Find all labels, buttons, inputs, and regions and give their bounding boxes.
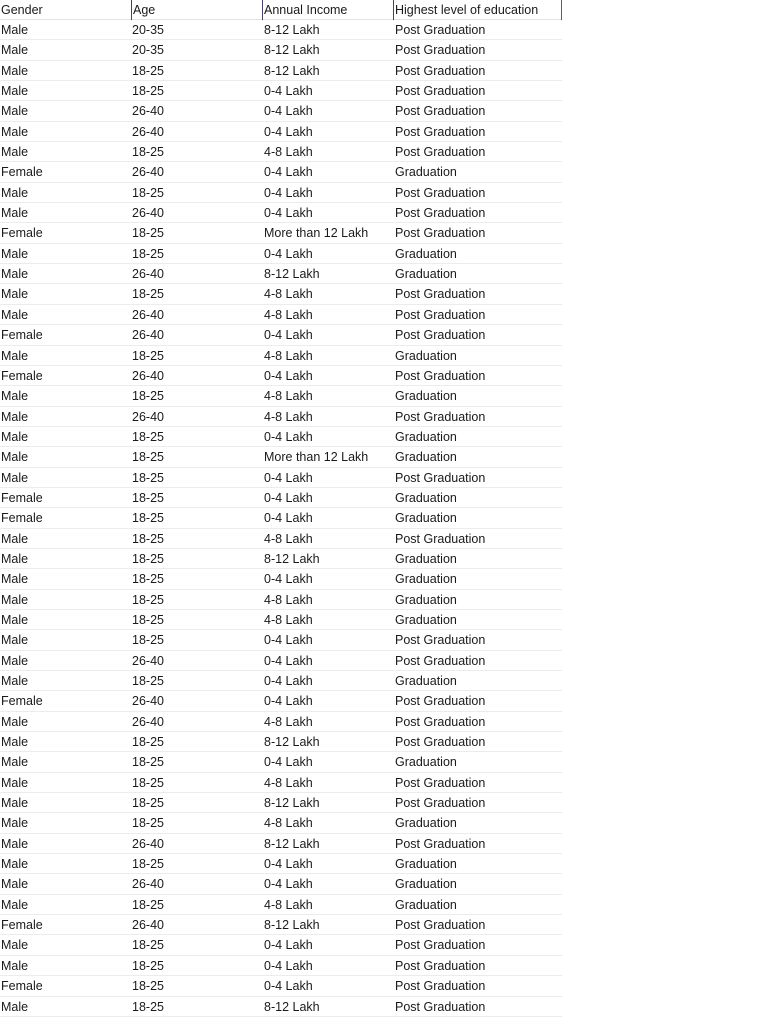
table-row <box>0 366 562 386</box>
cell-age[interactable]: 26-40 <box>132 165 164 180</box>
cell-gender[interactable]: Male <box>1 84 29 99</box>
cell-annual-income[interactable]: 0-4 Lakh <box>264 206 313 221</box>
cell-annual-income[interactable]: 8-12 Lakh <box>264 796 320 811</box>
cell-education[interactable]: Post Graduation <box>395 409 486 424</box>
cell-age[interactable]: 18-25 <box>132 450 164 465</box>
column-resize-handle[interactable] <box>561 0 562 20</box>
table-row <box>0 834 562 854</box>
cell-education[interactable]: Post Graduation <box>395 694 486 709</box>
cell-age[interactable]: 18-25 <box>132 735 164 750</box>
cell-gender[interactable]: Female <box>1 511 43 526</box>
cell-annual-income[interactable]: 0-4 Lakh <box>264 84 313 99</box>
table-row <box>0 305 562 325</box>
cell-annual-income[interactable]: 4-8 Lakh <box>264 531 313 546</box>
cell-age[interactable]: 18-25 <box>132 816 164 831</box>
cell-annual-income[interactable]: 4-8 Lakh <box>264 145 313 160</box>
cell-education[interactable]: Graduation <box>395 816 457 831</box>
cell-education[interactable]: Post Graduation <box>395 958 486 973</box>
table-row <box>0 203 562 223</box>
cell-gender[interactable]: Male <box>1 450 29 465</box>
cell-education[interactable]: Post Graduation <box>395 43 486 58</box>
cell-education[interactable]: Post Graduation <box>395 735 486 750</box>
column-header-annual-income[interactable]: Annual Income <box>262 0 392 20</box>
cell-annual-income[interactable]: 0-4 Lakh <box>264 938 313 953</box>
cell-education[interactable]: Graduation <box>395 551 457 566</box>
cell-gender[interactable]: Male <box>1 633 29 648</box>
cell-age[interactable]: 20-35 <box>132 23 164 37</box>
cell-annual-income[interactable]: 8-12 Lakh <box>264 918 320 933</box>
column-header-gender[interactable]: Gender <box>1 3 43 17</box>
cell-annual-income[interactable]: 0-4 Lakh <box>264 429 313 444</box>
cell-age[interactable]: 18-25 <box>132 287 164 302</box>
table-row <box>0 81 562 101</box>
cell-education[interactable]: Post Graduation <box>395 836 486 851</box>
cell-gender[interactable]: Male <box>1 958 29 973</box>
cell-annual-income[interactable]: 8-12 Lakh <box>264 267 320 282</box>
cell-gender[interactable]: Male <box>1 816 29 831</box>
cell-education[interactable]: Graduation <box>395 429 457 444</box>
cell-annual-income[interactable]: 0-4 Lakh <box>264 165 313 180</box>
table-row <box>0 244 562 264</box>
cell-annual-income[interactable]: 0-4 Lakh <box>264 857 313 872</box>
cell-education[interactable]: Post Graduation <box>395 368 486 383</box>
cell-age[interactable]: 18-25 <box>132 185 164 200</box>
cell-age[interactable]: 26-40 <box>132 653 164 668</box>
cell-annual-income[interactable]: 4-8 Lakh <box>264 389 313 404</box>
cell-education[interactable]: Graduation <box>395 165 457 180</box>
cell-education[interactable]: Graduation <box>395 511 457 526</box>
cell-annual-income[interactable]: 0-4 Lakh <box>264 490 313 505</box>
cell-annual-income[interactable]: 4-8 Lakh <box>264 897 313 912</box>
cell-education[interactable]: Post Graduation <box>395 145 486 160</box>
table-row <box>0 671 562 691</box>
cell-education[interactable]: Post Graduation <box>395 328 486 343</box>
cell-education[interactable]: Post Graduation <box>395 84 486 99</box>
cell-annual-income[interactable]: 4-8 Lakh <box>264 409 313 424</box>
cell-education[interactable]: Post Graduation <box>395 226 486 241</box>
table-row <box>0 508 562 528</box>
table-row <box>0 712 562 732</box>
cell-age[interactable]: 18-25 <box>132 246 164 261</box>
cell-gender[interactable]: Male <box>1 857 29 872</box>
cell-education[interactable]: Post Graduation <box>395 796 486 811</box>
table-row <box>0 162 562 182</box>
table-row <box>0 915 562 935</box>
cell-annual-income[interactable]: 0-4 Lakh <box>264 694 313 709</box>
cell-annual-income[interactable]: 0-4 Lakh <box>264 368 313 383</box>
cell-education[interactable]: Graduation <box>395 592 457 607</box>
cell-age[interactable]: 18-25 <box>132 612 164 627</box>
cell-education[interactable]: Post Graduation <box>395 999 486 1014</box>
table-row <box>0 752 562 772</box>
table-row <box>0 895 562 915</box>
table-row <box>0 997 562 1017</box>
cell-education[interactable]: Post Graduation <box>395 287 486 302</box>
cell-annual-income[interactable]: 8-12 Lakh <box>264 836 320 851</box>
table-row <box>0 549 562 569</box>
cell-age[interactable]: 18-25 <box>132 979 164 994</box>
cell-education[interactable]: Graduation <box>395 612 457 627</box>
cell-gender[interactable]: Female <box>1 328 43 343</box>
cell-education[interactable]: Graduation <box>395 897 457 912</box>
cell-gender[interactable]: Male <box>1 735 29 750</box>
cell-annual-income[interactable]: 4-8 Lakh <box>264 612 313 627</box>
table-row <box>0 61 562 81</box>
cell-gender[interactable]: Male <box>1 653 29 668</box>
column-header-age[interactable]: Age <box>131 0 261 20</box>
cell-gender[interactable]: Male <box>1 775 29 790</box>
table-body <box>0 20 562 1017</box>
cell-annual-income[interactable]: 0-4 Lakh <box>264 246 313 261</box>
cell-age[interactable]: 26-40 <box>132 409 164 424</box>
cell-annual-income[interactable]: 0-4 Lakh <box>264 328 313 343</box>
cell-age[interactable]: 26-40 <box>132 368 164 383</box>
table-row <box>0 427 562 447</box>
cell-age[interactable]: 18-25 <box>132 633 164 648</box>
cell-annual-income[interactable]: 4-8 Lakh <box>264 714 313 729</box>
cell-gender[interactable]: Male <box>1 145 29 160</box>
cell-gender[interactable]: Male <box>1 551 29 566</box>
cell-education[interactable]: Graduation <box>395 389 457 404</box>
cell-age[interactable]: 26-40 <box>132 877 164 892</box>
cell-gender[interactable]: Female <box>1 226 43 241</box>
cell-gender[interactable]: Male <box>1 389 29 404</box>
cell-age[interactable]: 18-25 <box>132 490 164 505</box>
cell-age[interactable]: 18-25 <box>132 63 164 78</box>
cell-annual-income[interactable]: 0-4 Lakh <box>264 877 313 892</box>
cell-annual-income[interactable]: 8-12 Lakh <box>264 43 320 58</box>
cell-annual-income[interactable]: 0-4 Lakh <box>264 470 313 485</box>
cell-age[interactable]: 18-25 <box>132 592 164 607</box>
cell-education[interactable]: Post Graduation <box>395 206 486 221</box>
cell-age[interactable]: 18-25 <box>132 572 164 587</box>
cell-education[interactable]: Graduation <box>395 857 457 872</box>
table-row <box>0 976 562 996</box>
cell-age[interactable]: 18-25 <box>132 470 164 485</box>
cell-age[interactable]: 18-25 <box>132 897 164 912</box>
cell-age[interactable]: 18-25 <box>132 145 164 160</box>
cell-gender[interactable]: Male <box>1 267 29 282</box>
table-row <box>0 569 562 589</box>
cell-gender[interactable]: Male <box>1 246 29 261</box>
table-row <box>0 935 562 955</box>
table-row <box>0 40 562 60</box>
cell-education[interactable]: Graduation <box>395 267 457 282</box>
cell-gender[interactable]: Male <box>1 23 29 37</box>
cell-gender[interactable]: Male <box>1 206 29 221</box>
cell-education[interactable]: Post Graduation <box>395 307 486 322</box>
cell-age[interactable]: 18-25 <box>132 348 164 363</box>
cell-education[interactable]: Post Graduation <box>395 124 486 139</box>
table-row <box>0 325 562 345</box>
cell-gender[interactable]: Male <box>1 572 29 587</box>
cell-education[interactable]: Graduation <box>395 755 457 770</box>
cell-age[interactable]: 18-25 <box>132 958 164 973</box>
cell-education[interactable]: Post Graduation <box>395 63 486 78</box>
cell-gender[interactable]: Male <box>1 409 29 424</box>
cell-education[interactable]: Post Graduation <box>395 633 486 648</box>
cell-annual-income[interactable]: 8-12 Lakh <box>264 63 320 78</box>
cell-age[interactable]: 18-25 <box>132 226 164 241</box>
cell-annual-income[interactable]: 0-4 Lakh <box>264 633 313 648</box>
cell-education[interactable]: Post Graduation <box>395 653 486 668</box>
cell-education[interactable]: Graduation <box>395 348 457 363</box>
table-row <box>0 346 562 366</box>
cell-education[interactable]: Post Graduation <box>395 23 486 37</box>
cell-education[interactable]: Post Graduation <box>395 714 486 729</box>
cell-gender[interactable]: Female <box>1 165 43 180</box>
cell-annual-income[interactable]: 0-4 Lakh <box>264 124 313 139</box>
cell-education[interactable]: Graduation <box>395 490 457 505</box>
cell-annual-income[interactable]: 0-4 Lakh <box>264 104 313 119</box>
cell-education[interactable]: Post Graduation <box>395 104 486 119</box>
cell-age[interactable]: 18-25 <box>132 511 164 526</box>
cell-gender[interactable]: Male <box>1 287 29 302</box>
table-row <box>0 793 562 813</box>
cell-age[interactable]: 26-40 <box>132 918 164 933</box>
table-row <box>0 183 562 203</box>
cell-age[interactable]: 18-25 <box>132 551 164 566</box>
table-row <box>0 773 562 793</box>
cell-annual-income[interactable]: 4-8 Lakh <box>264 307 313 322</box>
cell-annual-income[interactable]: 4-8 Lakh <box>264 816 313 831</box>
cell-gender[interactable]: Male <box>1 307 29 322</box>
table-row <box>0 874 562 894</box>
cell-age[interactable]: 26-40 <box>132 206 164 221</box>
cell-annual-income[interactable]: 0-4 Lakh <box>264 511 313 526</box>
table-row <box>0 223 562 243</box>
table-row <box>0 529 562 549</box>
table-row <box>0 142 562 162</box>
cell-annual-income[interactable]: 4-8 Lakh <box>264 348 313 363</box>
cell-annual-income[interactable]: 8-12 Lakh <box>264 551 320 566</box>
cell-gender[interactable]: Female <box>1 694 43 709</box>
cell-age[interactable]: 18-25 <box>132 857 164 872</box>
cell-age[interactable]: 18-25 <box>132 389 164 404</box>
cell-annual-income[interactable]: 4-8 Lakh <box>264 592 313 607</box>
cell-education[interactable]: Graduation <box>395 572 457 587</box>
cell-annual-income[interactable]: More than 12 Lakh <box>264 226 369 241</box>
table-row <box>0 264 562 284</box>
table-row <box>0 732 562 752</box>
cell-education[interactable]: Post Graduation <box>395 185 486 200</box>
cell-annual-income[interactable]: 8-12 Lakh <box>264 735 320 750</box>
cell-gender[interactable]: Female <box>1 979 43 994</box>
cell-age[interactable]: 20-35 <box>132 43 164 58</box>
cell-gender[interactable]: Female <box>1 490 43 505</box>
cell-gender[interactable]: Male <box>1 836 29 851</box>
cell-age[interactable]: 26-40 <box>132 328 164 343</box>
cell-gender[interactable]: Male <box>1 470 29 485</box>
cell-education[interactable]: Post Graduation <box>395 470 486 485</box>
cell-gender[interactable]: Female <box>1 918 43 933</box>
cell-age[interactable]: 26-40 <box>132 836 164 851</box>
cell-gender[interactable]: Male <box>1 714 29 729</box>
cell-gender[interactable]: Female <box>1 368 43 383</box>
table-row <box>0 386 562 406</box>
cell-annual-income[interactable]: 0-4 Lakh <box>264 958 313 973</box>
cell-annual-income[interactable]: 0-4 Lakh <box>264 653 313 668</box>
cell-gender[interactable]: Male <box>1 877 29 892</box>
table-row <box>0 630 562 650</box>
cell-age[interactable]: 18-25 <box>132 674 164 688</box>
cell-gender[interactable]: Male <box>1 674 29 688</box>
table-row <box>0 122 562 142</box>
cell-age[interactable]: 26-40 <box>132 694 164 709</box>
cell-education[interactable]: Graduation <box>395 877 457 892</box>
cell-education[interactable]: Post Graduation <box>395 918 486 933</box>
cell-age[interactable]: 18-25 <box>132 999 164 1014</box>
cell-gender[interactable]: Male <box>1 348 29 363</box>
cell-gender[interactable]: Male <box>1 124 29 139</box>
cell-education[interactable]: Graduation <box>395 246 457 261</box>
table-row <box>0 956 562 976</box>
table-row <box>0 407 562 427</box>
cell-annual-income[interactable]: 0-4 Lakh <box>264 185 313 200</box>
table-row <box>0 590 562 610</box>
table-row <box>0 610 562 630</box>
cell-gender[interactable]: Male <box>1 43 29 58</box>
cell-gender[interactable]: Male <box>1 755 29 770</box>
cell-annual-income[interactable]: 8-12 Lakh <box>264 999 320 1014</box>
table-row <box>0 447 562 467</box>
cell-annual-income[interactable]: 0-4 Lakh <box>264 755 313 770</box>
table-row <box>0 20 562 40</box>
cell-annual-income[interactable]: 0-4 Lakh <box>264 979 313 994</box>
cell-gender[interactable]: Male <box>1 938 29 953</box>
cell-gender[interactable]: Male <box>1 104 29 119</box>
cell-age[interactable]: 18-25 <box>132 429 164 444</box>
cell-education[interactable]: Post Graduation <box>395 775 486 790</box>
cell-gender[interactable]: Male <box>1 429 29 444</box>
cell-age[interactable]: 18-25 <box>132 796 164 811</box>
table-row <box>0 651 562 671</box>
cell-education[interactable]: Graduation <box>395 450 457 465</box>
cell-age[interactable]: 26-40 <box>132 104 164 119</box>
cell-gender[interactable]: Male <box>1 63 29 78</box>
cell-education[interactable]: Graduation <box>395 674 457 688</box>
column-header-education[interactable]: Highest level of education <box>393 0 561 20</box>
cell-age[interactable]: 18-25 <box>132 84 164 99</box>
cell-education[interactable]: Post Graduation <box>395 979 486 994</box>
cell-age[interactable]: 18-25 <box>132 755 164 770</box>
cell-annual-income[interactable]: 4-8 Lakh <box>264 287 313 302</box>
cell-gender[interactable]: Male <box>1 897 29 912</box>
cell-education[interactable]: Post Graduation <box>395 938 486 953</box>
cell-age[interactable]: 18-25 <box>132 775 164 790</box>
cell-annual-income[interactable]: 0-4 Lakh <box>264 674 313 688</box>
cell-gender[interactable]: Male <box>1 612 29 627</box>
cell-age[interactable]: 26-40 <box>132 124 164 139</box>
table-header-row <box>0 0 562 20</box>
cell-gender[interactable]: Male <box>1 999 29 1014</box>
table-row <box>0 101 562 121</box>
cell-annual-income[interactable]: 4-8 Lakh <box>264 775 313 790</box>
cell-gender[interactable]: Male <box>1 185 29 200</box>
cell-age[interactable]: 18-25 <box>132 531 164 546</box>
cell-age[interactable]: 26-40 <box>132 714 164 729</box>
cell-annual-income[interactable]: More than 12 Lakh <box>264 450 369 465</box>
table-row <box>0 284 562 304</box>
cell-gender[interactable]: Male <box>1 592 29 607</box>
cell-gender[interactable]: Male <box>1 796 29 811</box>
cell-gender[interactable]: Male <box>1 531 29 546</box>
cell-age[interactable]: 18-25 <box>132 938 164 953</box>
cell-education[interactable]: Post Graduation <box>395 531 486 546</box>
table-row <box>0 488 562 508</box>
table-row <box>0 854 562 874</box>
cell-age[interactable]: 26-40 <box>132 307 164 322</box>
cell-annual-income[interactable]: 0-4 Lakh <box>264 572 313 587</box>
table-row <box>0 468 562 488</box>
table-row <box>0 813 562 833</box>
cell-age[interactable]: 26-40 <box>132 267 164 282</box>
table-row <box>0 691 562 711</box>
cell-annual-income[interactable]: 8-12 Lakh <box>264 23 320 37</box>
